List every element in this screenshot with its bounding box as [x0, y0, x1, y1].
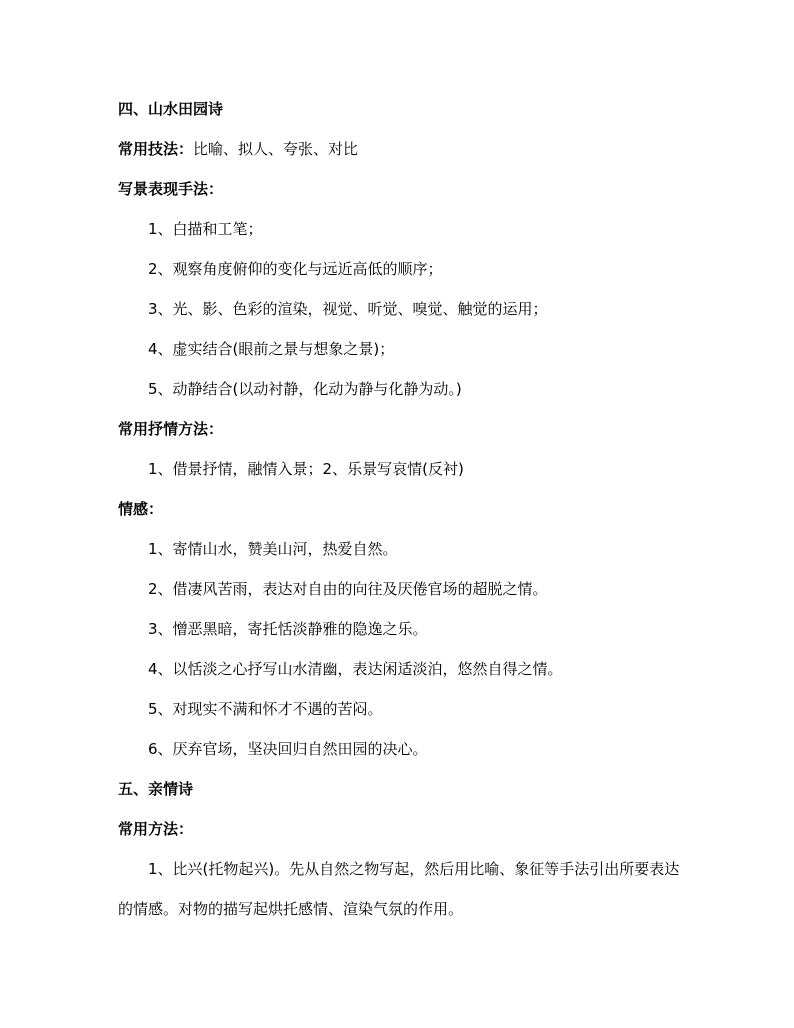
scenery-item: 3、光、影、色彩的渲染，视觉、听觉、嗅觉、触觉的运用； — [148, 300, 548, 318]
feeling-item: 6、厌弃官场，坚决回归自然田园的决心。 — [148, 740, 428, 758]
feeling-item: 3、憎恶黑暗，寄托恬淡静雅的隐逸之乐。 — [148, 620, 428, 638]
techniques-label: 常用技法： — [118, 140, 194, 158]
scenery-item: 2、观察角度俯仰的变化与远近高低的顺序； — [148, 260, 443, 278]
section-heading-landscape-poetry: 四、山水田园诗 — [118, 100, 224, 118]
emotion-method-label: 常用抒情方法： — [118, 420, 224, 438]
scenery-item: 1、白描和工笔； — [148, 220, 263, 238]
section-heading-family-poetry: 五、亲情诗 — [118, 780, 194, 798]
techniques-line — [118, 139, 358, 159]
methods-paragraph: 1、比兴(托物起兴)。先从自然之物写起，然后用比喻、象征等手法引出所要表达的情感。对物的描写起烘托感情、渲染气氛的作用。 — [118, 860, 680, 918]
methods-label: 常用方法： — [118, 820, 194, 838]
feeling-item: 2、借凄风苦雨，表达对自由的向往及厌倦官场的超脱之情。 — [148, 580, 548, 598]
scenery-techniques-label: 写景表现手法： — [118, 180, 224, 198]
feeling-item: 4、以恬淡之心抒写山水清幽，表达闲适淡泊，悠然自得之情。 — [148, 660, 563, 678]
feeling-item: 5、对现实不满和怀才不遇的苦闷。 — [148, 700, 383, 718]
emotion-method-item: 1、借景抒情，融情入景；2、乐景写哀情(反衬) — [148, 460, 464, 478]
feeling-item: 1、寄情山水，赞美山河，热爱自然。 — [148, 540, 398, 558]
techniques-value: 比喻、拟人、夸张、对比 — [193, 140, 359, 158]
scenery-item: 5、动静结合(以动衬静，化动为静与化静为动。) — [148, 380, 462, 398]
scenery-item: 4、虚实结合(眼前之景与想象之景)； — [148, 340, 395, 358]
feeling-label: 情感： — [118, 500, 164, 518]
